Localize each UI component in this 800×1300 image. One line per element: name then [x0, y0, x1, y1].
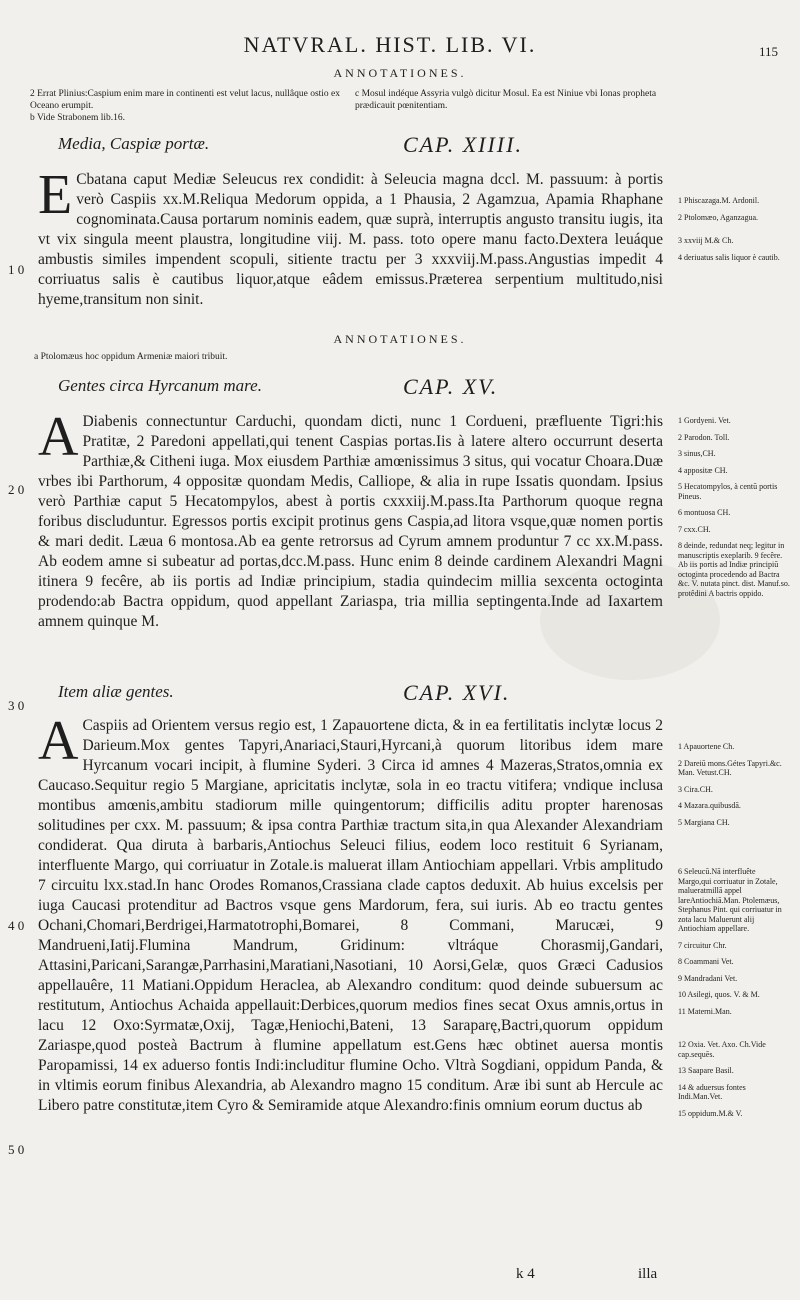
annotations-heading-top: ANNOTATIONES. — [333, 66, 467, 80]
margin-notes-14 — [678, 196, 790, 269]
line-number: 5 0 — [8, 1142, 25, 1157]
paragraph: Cbatana caput Mediæ Seleucus rex condidit: à Seleucia magna dccl. M. passuum: à portis verò Caspiis xx.M.Reliqua Medorum oppida, a 1 Phausia, 2 Agamzua, Apamia Rhaphane cognominata.Causa portarum nominis eadem, quæ suprà, interruptis angusto transitu iugis, ita vt vix singula meent plaustra, longitudine viij. M. pass. toto opere manu facto.Dextera leuáque ambustis similes impendent scopuli, sitiente tractu per 3 xxxviij.M.pass.Angustias impedit 4 corriuatus salis è cautibus liquor,atque eâdem emissus.Præterea serpentium multitudo,nisi hyeme,transitum non sinit. — [38, 171, 663, 308]
chapter-title: Media, Caspiæ portæ. — [58, 134, 210, 153]
chapter-heading-16 — [58, 682, 618, 708]
paragraph: Diabenis connectuntur Carduchi, quondam dicti, nunc 1 Cordueni, præfluente Tigri:his Pratitæ, 2 Paredoni appellati,qui tenent Caspias portas.Iis à latere altero occurrunt deserta Parthiæ,& Citheni iuga. Mox eiusdem Parthiæ amœnissimus 3 situs, qui vocatur Choara.Duæ vrbes ibi Parthorum, 4 oppositæ quondam Medis, Calliope, & alia in rupe Issatis quondam. Ipsius verò Parthiæ caput 5 Hecatompylos, abest à portis cxxxiij.M.pass.Ita Parthorum quoque regna foribus discluduntur. Egressos portis excipit protinus gens Caspia,ad litora vsque,quæ nomen portis & mari dedit. Læua 6 montosa.Ab ea gente retrorsus ad Cyrum amnem produntur 7 cc xx.M.pass. Ab eodem amne si subeatur ad portas,dcc.M.pass. Hunc enim 8 deinde cardinem Alexandri Magni itinera 9 fecêre, ab iis portis ad Indiæ principium, stadia quindecim millia sexcenta octoginta prodendo:ab Bactra oppidum, quod appellant Zariaspa, tria millia septingenta.Inde ad Iaxartem amnem quinque M. — [38, 413, 663, 630]
margin-notes-15 — [678, 416, 790, 605]
margin-note: 2 Parodon. Toll. — [678, 432, 730, 442]
chapter-15-text — [38, 406, 663, 672]
signature-mark: k 4 — [516, 1266, 535, 1282]
margin-note: 11 Materni.Man. — [678, 1006, 732, 1016]
margin-note: 12 Oxia. Vet. Axo. Ch.Vide cap.sequēs. — [678, 1040, 766, 1059]
chapter-title: Item aliæ gentes. — [58, 682, 174, 701]
margin-note: 1 Apauortene Ch. — [678, 742, 735, 751]
line-number: 4 0 — [8, 918, 25, 933]
margin-note: 4 appositæ CH. — [678, 465, 728, 475]
margin-note: 3 xxviij M.& Ch. — [678, 236, 734, 245]
margin-note: 5 Margiana CH. — [678, 817, 730, 827]
margin-note: 9 Mandradani Vet. — [678, 973, 738, 983]
margin-note: 3 Cira.CH. — [678, 784, 713, 794]
line-number: 3 0 — [8, 698, 25, 713]
chapter-16-text — [38, 710, 663, 1264]
chapter-number: CAP. XIIII. — [403, 132, 523, 157]
chapter-number: CAP. XVI. — [403, 680, 511, 705]
chapter-heading-15 — [58, 376, 618, 402]
margin-note: 15 oppidum.M.& V. — [678, 1108, 743, 1118]
margin-note: 5 Hecatompylos, à centū portis Pineus. — [678, 482, 778, 501]
paragraph: Caspiis ad Orientem versus regio est, 1 Zapauortene dicta, & in ea fertilitatis inclytæ locus 2 Darieum.Mox gentes Tapyri,Anariaci,Stauri,Hyrcani,à quorum litoribus idem mare Hyrcanum vocari incipit, à flumine Syderi. 3 Circa id amnes 4 Mazeras,Stratos,omnia ex Caucaso.Sequitur regio 5 Margiane, apricitatis inclytæ, sola in eo tractu vitifera; vndique inclusa montibus amœnis,ambitu stadiorum mille quingentorum; difficilis aditu propter harenosas solitudines per cxx. M. passuum; & ipsa contra Parthiæ tractum sita,in qua Alexander Alexandriam condiderat. Qua diruta à barbaris,Antiochus Seleuci filius, eodem loco restituit 6 Syrianam, interfluente Margo, qui corriuatur in Zotale.is maluerat illam Antiochiam appellari. Vrbis amplitudo 7 circuitu lxx.stad.In hanc Orodes Romanos,Crassiana clade captos deduxit. Ab huius excelsis per iuga Caucasi protenditur ad Bactros vsque gens Mardorum, fera, sui iuris. Ab eo tractu gentes Ochani,Chomari,Berdrigei,Harmatotrophi,Bomarei, 8 Commani, Marucæi, 9 Mandrueni,Iatij.Flumina Mandrum, Gridinum: vltráque Chorasmij,Gandari, Attasini,Paricani,Sarangæ,Parrhasini,Maratiani,Nasotiani, 10 Aorsi,Gelæ, quos Græci Cadusios appellauêre, 11 Matiani.Oppidum Heraclea, ab Alexandro conditum: quod deinde subuersum ac restitutum, Antiochus Achaida appellauit:Derbices,quorum medios fines secat Oxus amnis,ortus in lacu 12 Oxo:Syrmatæ,Oxij, Tagæ,Heniochi,Bateni, 13 Saraparę,Bactri,quorum oppidum Zariaspe,quod posteà Bactrum à flumine appellatum est.Gens hæc obtinet auersa montis Paropamissi, 14 ex aduerso fontis Indi:includitur flumine Ocho. Vltrà Sogdiani, oppidum Panda, & in vltimis eorum finibus Alexandria, ab Alexandro magno 15 conditum. Aræ ibi sunt ab Hercule ac Libero patre constitutæ,item Cyro & Semiramide atque Alexandro:finis omnium eorum ductus ab — [38, 717, 663, 1114]
top-annotation-left-1: 2 Errat Plinius:Caspium enim mare in continenti est velut lacus, nullâque ostio ex Oceano erumpit. — [30, 89, 341, 111]
margin-note: 7 circuitur Chr. — [678, 940, 727, 950]
chapter-title: Gentes circa Hyrcanum mare. — [58, 376, 262, 395]
drop-cap: A — [38, 406, 79, 468]
running-title: NATVRAL. HIST. LIB. VI. — [243, 32, 537, 57]
margin-note: 6 montuosa CH. — [678, 508, 731, 517]
top-annotation-left-2: b Vide Strabonem lib.16. — [30, 113, 126, 123]
annotation-note: a Ptolomæus hoc oppidum Armeniæ maiori tribuit. — [34, 352, 228, 362]
chapter-heading-14 — [58, 134, 618, 160]
line-number: 1 0 — [8, 262, 25, 277]
margin-note: 4 Mazara.quibusdā. — [678, 801, 741, 810]
margin-notes-16 — [678, 742, 790, 1125]
margin-note: 1 Phiscazaga.M. Ardonil. — [678, 196, 760, 205]
drop-cap: E — [38, 164, 73, 226]
top-annotation-right-1: c Mosul indéque Assyria vulgò dicitur Mosul. Ea est Niniue vbi Ionas propheta prædicauit pœnitentiam. — [355, 89, 657, 111]
margin-note: 7 cxx.CH. — [678, 524, 711, 534]
drop-cap: A — [38, 710, 79, 772]
line-number: 2 0 — [8, 482, 25, 497]
margin-note: 10 Asilegi, quos. V. & M. — [678, 990, 760, 999]
margin-note: 2 Ptolomæo, Aganzagua. — [678, 212, 758, 222]
margin-note: 3 sinus,CH. — [678, 449, 716, 458]
margin-note: 1 Gordyeni. Vet. — [678, 416, 731, 425]
chapter-14-text — [38, 164, 663, 330]
catchword: illa — [638, 1266, 658, 1282]
annotations-heading: ANNOTATIONES. — [333, 332, 467, 346]
margin-note: 13 Saapare Basil. — [678, 1066, 734, 1075]
margin-note: 2 Dareiū mons.Gétes Tapyri.&c. Man. Vetust.CH. — [678, 758, 782, 777]
page-number: 115 — [758, 44, 778, 59]
margin-note: 4 deriuatus salis liquor è cautib. — [678, 252, 780, 262]
margin-note: 6 Seleucū.Nā interfluête Margo,qui corriuatur in Zotale, malueratmillā appel lareAntiochiā.Man. Ptolemæus, Stephanus Pint. qui corriuatur in zota lacu Maluerunt alij Antiochiam appellare. — [678, 867, 782, 933]
margin-note: 8 Coammani Vet. — [678, 957, 734, 966]
chapter-number: CAP. XV. — [403, 374, 499, 399]
margin-note: 14 & aduersus fontes Indi.Man.Vet. — [678, 1082, 746, 1101]
margin-note: 8 deinde, redundat neq; legitur in manuscriptis exeplarib. 9 fecêre. Ab iis portis ad Indiæ principiū octoginta procedendo ad Bactra &c. V. nutata pinct. dist. Manuf.so. protêdini A bactris oppido. — [678, 541, 790, 598]
